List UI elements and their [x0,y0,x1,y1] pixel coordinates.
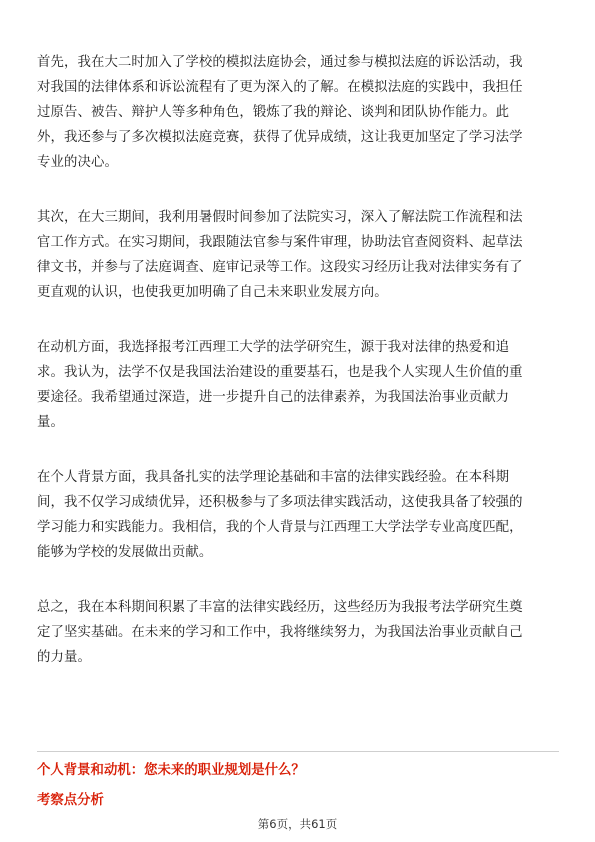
text-line: 律文书，并参与了法庭调查、庭审记录等工作。这段实习经历让我对法律实务有了 [37,260,523,275]
paragraph-background [37,465,559,565]
text-line: 官工作方式。在实习期间，我跟随法官参与案件审理，协助法官查阅资料、起草法 [37,235,523,250]
text-line: 间，我不仅学习成绩优异，还积极参与了多项法律实践活动，这使我具备了较强的 [37,495,523,510]
text-line: 过原告、被告、辩护人等多种角色，锻炼了我的辩论、谈判和团队协作能力。此 [37,105,510,120]
text-line: 求。我认为，法学不仅是我国法治建设的重要基石，也是我个人实现人生价值的重 [37,365,523,380]
text-line: 在动机方面，我选择报考江西理工大学的法学研究生，源于我对法律的热爱和追 [37,340,510,355]
analysis-section-label: 考察点分析 [37,793,104,808]
text-line: 更直观的认识，也使我更加明确了自己未来职业发展方向。 [37,285,388,300]
question-heading: 个人背景和动机：您未来的职业规划是什么？ [37,763,305,778]
text-line: 学习能力和实践能力。我相信，我的个人背景与江西理工大学法学专业高度匹配， [37,520,523,535]
text-line: 量。 [37,415,64,430]
text-line: 能够为学校的发展做出贡献。 [37,545,213,560]
text-line: 对我国的法律体系和诉讼流程有了更为深入的了解。在模拟法庭的实践中，我担任 [37,80,523,95]
text-line: 在个人背景方面，我具备扎实的法学理论基础和丰富的法律实践经验。在本科期 [37,470,510,485]
paragraph-conclusion [37,595,559,670]
text-line: 定了坚实基础。在未来的学习和工作中，我将继续努力，为我国法治事业贡献自己 [37,625,523,640]
text-line: 要途径。我希望通过深造，进一步提升自己的法律素养，为我国法治事业贡献力 [37,390,510,405]
text-line: 的力量。 [37,650,91,665]
paragraph-mock-court [37,50,559,175]
text-line: 专业的决心。 [37,155,118,170]
text-line: 外，我还参与了多次模拟法庭竞赛，获得了优异成绩，这让我更加坚定了学习法学 [37,130,523,145]
text-line: 首先，我在大二时加入了学校的模拟法庭协会，通过参与模拟法庭的诉讼活动，我 [37,55,523,70]
page-number-footer: 第6页，共61页 [257,817,338,831]
text-line: 其次，在大三期间，我利用暑假时间参加了法院实习，深入了解法院工作流程和法 [37,210,523,225]
paragraph-court-internship [37,205,559,305]
paragraph-motivation [37,335,559,435]
text-line: 总之，我在本科期间积累了丰富的法律实践经历，这些经历为我报考法学研究生奠 [37,600,523,615]
answer-body [37,50,559,700]
section-divider [37,751,559,752]
